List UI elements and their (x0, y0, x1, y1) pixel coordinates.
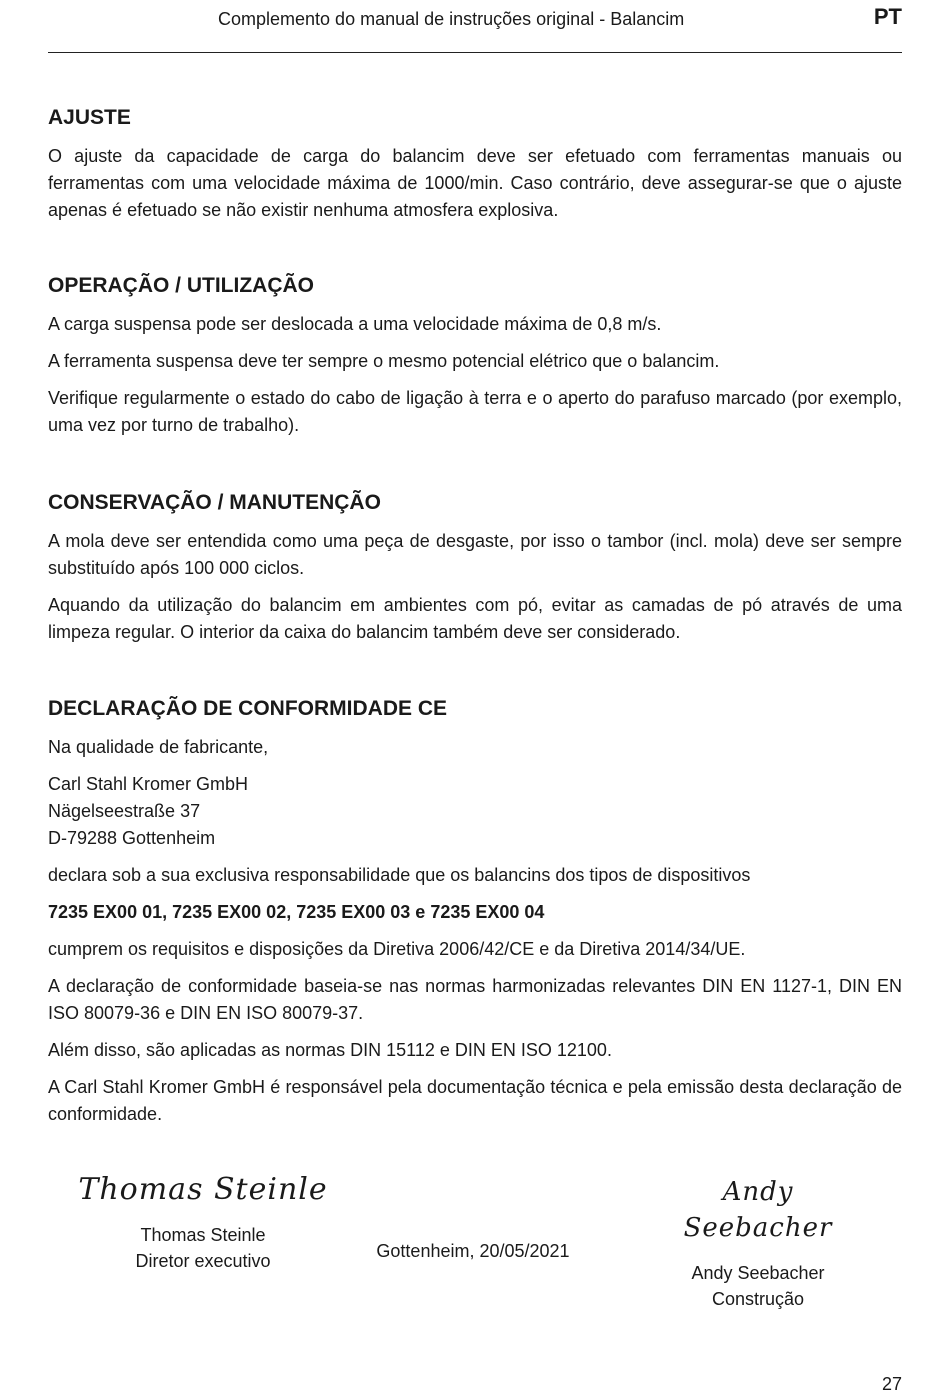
signatory-role: Construção (711, 1289, 805, 1309)
signatory-name: Andy Seebacher (691, 1263, 825, 1283)
signature-block-right (648, 1174, 868, 1312)
header-title: Complemento do manual de instruções original - Balancim (218, 9, 685, 29)
paragraph: Verifique regularmente o estado do cabo de ligação à terra e o aperto do parafuso marcado (por exemplo, uma vez por turno de trabalho). (48, 388, 902, 435)
section-heading: OPERAÇÃO / UTILIZAÇÃO (48, 274, 314, 297)
city-address: D-79288 Gottenheim (48, 828, 216, 848)
signatory-role: Diretor executivo (135, 1251, 271, 1271)
company-name: Carl Stahl Kromer GmbH (48, 774, 249, 794)
paragraph: A mola deve ser entendida como uma peça de desgaste, por isso o tambor (incl. mola) deve ser sempre substituído após 100 000 ciclos. (48, 531, 902, 578)
page-number: 27 (881, 1374, 902, 1394)
paragraph: Na qualidade de fabricante, (48, 737, 269, 757)
model-numbers: 7235 EX00 01, 7235 EX00 02, 7235 EX00 03 e 7235 EX00 04 (48, 902, 545, 922)
section-heading: AJUSTE (48, 106, 131, 129)
section-heading: DECLARAÇÃO DE CONFORMIDADE CE (48, 697, 447, 720)
section-ajuste (48, 105, 902, 234)
section-operacao (48, 273, 902, 449)
paragraph: cumprem os requisitos e disposições da Diretiva 2006/42/CE e da Diretiva 2014/34/UE. (48, 939, 746, 959)
place-date: Gottenheim, 20/05/2021 (376, 1241, 570, 1261)
paragraph: A declaração de conformidade baseia-se nas normas harmonizadas relevantes DIN EN 1127-1, DIN EN ISO 80079-36 e DIN EN ISO 80079-37. (48, 976, 902, 1023)
document-page (48, 0, 902, 1398)
paragraph: A Carl Stahl Kromer GmbH é responsável pela documentação técnica e pela emissão desta declaração de conformidade. (48, 1077, 902, 1124)
paragraph: O ajuste da capacidade de carga do balancim deve ser efetuado com ferramentas manuais ou ferramentas com uma velocidade máxima de 1000/min. Caso contrário, deve assegurar-se que o ajuste apenas é efetuado se não existir nenhuma atmosfera explosiva. (48, 146, 902, 220)
paragraph: A carga suspensa pode ser deslocada a uma velocidade máxima de 0,8 m/s. (48, 314, 662, 334)
page-header (48, 0, 902, 53)
paragraph: Além disso, são aplicadas as normas DIN 15112 e DIN EN ISO 12100. (48, 1040, 612, 1060)
signature-block-left (78, 1172, 328, 1274)
signatory-name: Thomas Steinle (140, 1225, 266, 1245)
manufacturer-address (48, 771, 902, 852)
paragraph: A ferramenta suspensa deve ter sempre o mesmo potencial elétrico que o balancim. (48, 351, 720, 371)
street-address: Nägelseestraße 37 (48, 801, 201, 821)
language-label: PT (873, 4, 902, 29)
handwritten-signature: Thomas Steinle (78, 1172, 328, 1207)
paragraph: declara sob a sua exclusiva responsabilidade que os balancins dos tipos de dispositivos (48, 865, 751, 885)
paragraph: Aquando da utilização do balancim em ambientes com pó, evitar as camadas de pó através de uma limpeza regular. O interior da caixa do balancim também deve ser considerado. (48, 595, 902, 642)
place-date-block (348, 1238, 598, 1264)
handwritten-signature: Andy Seebacher (683, 1177, 833, 1243)
section-declaracao (48, 696, 902, 1138)
section-heading: CONSERVAÇÃO / MANUTENÇÃO (48, 491, 381, 514)
section-conservacao (48, 490, 902, 656)
